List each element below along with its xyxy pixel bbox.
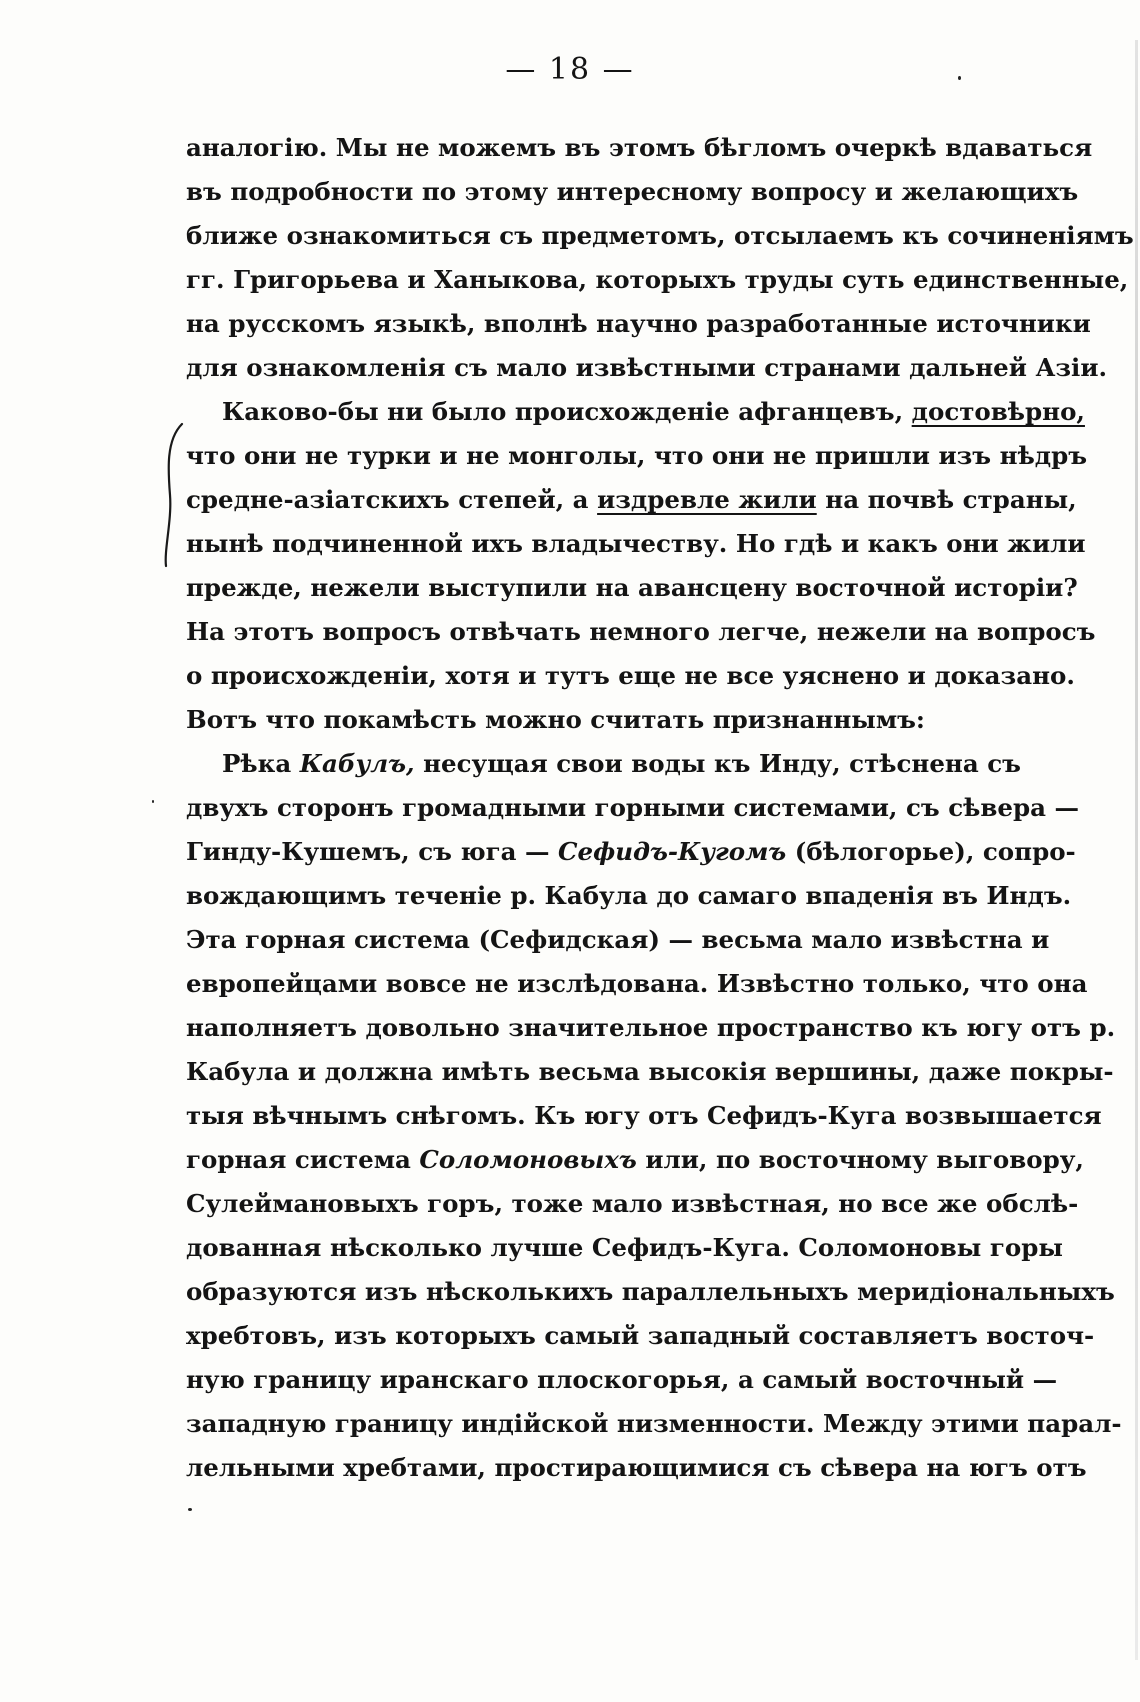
text-span: (бѣлогорье), сопро- (794, 837, 1076, 866)
text-line: На этотъ вопросъ отвѣчать немного легче, нежели на вопросъ (186, 617, 1096, 646)
italic-term: Соломоновыхъ (419, 1145, 637, 1174)
text-span: несущая свои воды къ Инду, стѣснена съ (423, 749, 1021, 778)
text-line: о происхожденіи, хотя и тутъ еще не все уяснено и доказано. (186, 661, 1075, 690)
text-line: образуются изъ нѣсколькихъ параллельныхъ меридіональныхъ (186, 1277, 1115, 1306)
text-span: Рѣка (222, 749, 292, 778)
text-line: въ подробности по этому интересному вопросу и желающихъ (186, 177, 1079, 206)
italic-term: Кабулъ, (299, 749, 415, 778)
text-line: Вотъ что покамѣсть можно считать признаннымъ: (186, 705, 925, 734)
text-line: для ознакомленія съ мало извѣстными странами дальней Азіи. (186, 353, 1108, 382)
text-line: дованная нѣсколько лучше Сефидъ-Куга. Соломоновы горы (186, 1233, 1063, 1262)
text-line (186, 478, 1077, 522)
text-line: гг. Григорьева и Ханыкова, которыхъ труды суть единственные, (186, 265, 1129, 294)
underlined-word: достовѣрно, (911, 397, 1085, 426)
text-line: прежде, нежели выступили на авансцену восточной исторіи? (186, 573, 1078, 602)
text-line: наполняетъ довольно значительное пространство къ югу отъ р. (186, 1013, 1116, 1042)
text-line: двухъ сторонъ громадными горными системами, съ сѣвера — (186, 793, 1080, 822)
text-line: нынѣ подчиненной ихъ владычеству. Но гдѣ и какъ они жили (186, 529, 1086, 558)
text-span: Каково-бы ни было происхожденіе афганцевъ, (222, 397, 904, 426)
body-text (186, 126, 1134, 1490)
text-span: на почвѣ страны, (825, 485, 1077, 514)
text-line: Сулеймановыхъ горъ, тоже мало извѣстная, но все же обслѣ- (186, 1189, 1079, 1218)
text-span: Гинду-Кушемъ, съ юга — (186, 837, 550, 866)
text-line: лельными хребтами, простирающимися съ сѣвера на югъ отъ (186, 1453, 1087, 1482)
text-line: аналогію. Мы не можемъ въ этомъ бѣгломъ очеркѣ вдаваться (186, 133, 1093, 162)
text-line (186, 742, 1021, 786)
ink-speck (958, 76, 961, 80)
text-line: западную границу индійской низменности. Между этими парал- (186, 1409, 1122, 1438)
page-number: — 18 — (505, 52, 635, 87)
ink-speck (152, 800, 154, 803)
text-line: тыя вѣчнымъ снѣгомъ. Къ югу отъ Сефидъ-Куга возвышается (186, 1101, 1102, 1130)
text-line: ближе ознакомиться съ предметомъ, отсылаемъ къ сочиненіямъ (186, 221, 1134, 250)
underlined-phrase: издревле жили (597, 485, 817, 514)
text-line: хребтовъ, изъ которыхъ самый западный составляетъ восточ- (186, 1321, 1095, 1350)
italic-term: Сефидъ-Кугомъ (558, 837, 787, 866)
text-span: средне-азіатскихъ степей, а (186, 485, 589, 514)
text-line: европейцами вовсе не изслѣдована. Извѣстно только, что она (186, 969, 1088, 998)
text-line: на русскомъ языкѣ, вполнѣ научно разработанные источники (186, 309, 1091, 338)
text-line (186, 830, 1076, 874)
scan-edge-shadow (1135, 40, 1138, 1660)
text-span: или, по восточному выговору, (645, 1145, 1084, 1174)
text-line: Кабула и должна имѣть весьма высокія вершины, даже покры- (186, 1057, 1114, 1086)
text-line (186, 1138, 1084, 1182)
text-line: что они не турки и не монголы, что они не пришли изъ нѣдръ (186, 441, 1088, 470)
text-line: Эта горная система (Сефидская) — весьма мало извѣстна и (186, 925, 1050, 954)
text-line: ную границу иранскаго плоскогорья, а самый восточный — (186, 1365, 1058, 1394)
text-span: горная система (186, 1145, 411, 1174)
text-line (186, 390, 1085, 434)
text-line: вождающимъ теченіе р. Кабула до самаго впаденія въ Индъ. (186, 881, 1072, 910)
ink-speck (188, 1508, 192, 1511)
